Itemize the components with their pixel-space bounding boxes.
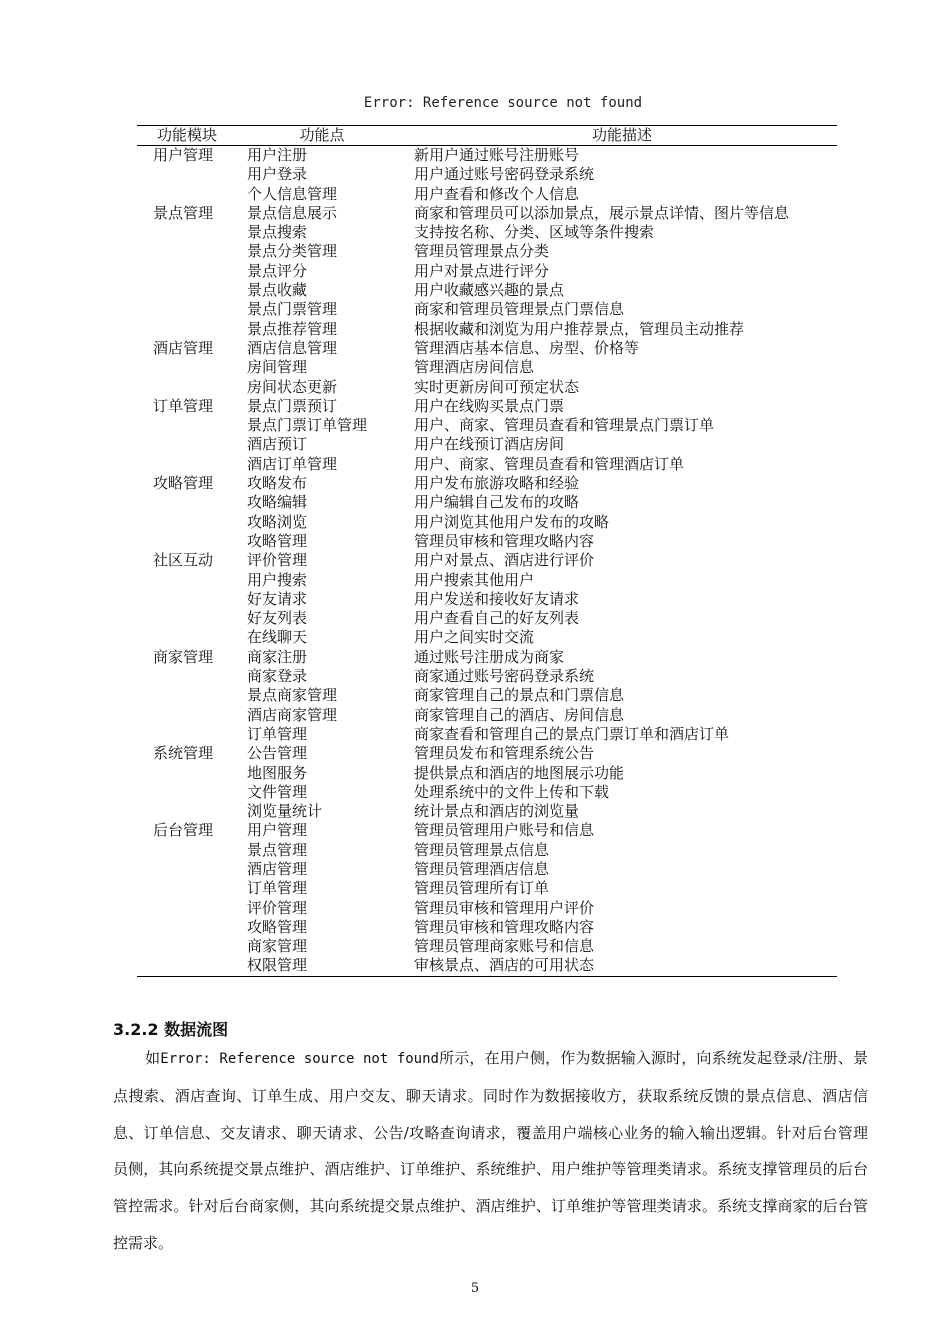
table-row [137,918,837,937]
table-row [137,686,837,705]
cell-module [137,320,245,339]
cell-feature: 酒店商家管理 [247,705,338,724]
cell-feature: 商家管理 [247,937,308,956]
table-row [137,802,837,821]
table-row [137,821,837,840]
table-row [137,358,837,377]
table-row [137,493,837,512]
cell-feature: 景点商家管理 [247,686,338,705]
cell-description: 管理酒店基本信息、房型、价格等 [414,338,640,357]
cell-feature: 景点评分 [247,261,308,280]
cell-module [137,165,245,184]
cell-module [137,899,245,918]
cell-feature: 攻略发布 [247,474,308,493]
cell-description: 管理员审核和管理攻略内容 [414,917,595,936]
cell-description: 新用户通过账号注册账号 [414,146,580,164]
cell-module [137,223,245,242]
cell-module [137,358,245,377]
cell-feature: 用户注册 [247,146,308,164]
table-row [137,879,837,898]
cell-description: 实时更新房间可预定状态 [414,377,580,396]
cell-feature: 攻略浏览 [247,512,308,531]
cell-description: 商家和管理员管理景点门票信息 [414,300,625,319]
cell-feature: 景点信息展示 [247,203,338,222]
table-row [137,532,837,551]
cell-module [137,378,245,397]
table-row [137,281,837,300]
table-row [137,764,837,783]
cell-module: 酒店管理 [153,338,214,357]
cell-description: 提供景点和酒店的地图展示功能 [414,763,625,782]
table-caption: Error: Reference source not found [363,95,643,111]
table-row [137,956,837,975]
table-row [137,185,837,204]
cell-module [137,493,245,512]
table-row [137,783,837,802]
table-row [137,513,837,532]
header-feature: 功能点 [299,126,345,144]
table-row [137,937,837,956]
cell-description: 商家和管理员可以添加景点，展示景点详情、图片等信息 [414,203,790,222]
table-row [137,242,837,261]
cell-feature: 个人信息管理 [247,184,338,203]
cell-module: 用户管理 [153,146,214,164]
table-row [137,165,837,184]
cell-feature: 景点收藏 [247,281,308,300]
cell-module [137,609,245,628]
cell-module [137,918,245,937]
table-row [137,899,837,918]
cell-description: 用户对景点、酒店进行评价 [414,551,595,570]
table-row [137,397,837,416]
cell-description: 处理系统中的文件上传和下载 [414,782,610,801]
section-title: 3.2.2 数据流图 [113,1020,229,1039]
cell-module [137,706,245,725]
table-row [137,667,837,686]
cell-feature: 评价管理 [247,551,308,570]
cell-description: 用户搜索其他用户 [414,570,535,589]
cell-feature: 景点门票订单管理 [247,416,368,435]
cell-description: 用户在线购买景点门票 [414,396,565,415]
paragraph-body: 所示，在用户侧，作为数据输入源时，向系统发起登录/注册、景点搜索、酒店查询、订单生成、用户交友、聊天请求。同时作为数据接收方，获取系统反馈的景点信息、酒店信息、订单信息、交友请求、聊天请求、公告/攻略查询请求，覆盖用户端核心业务的输入输出逻辑。针对后台管理员侧，其向系统提交景点维护、酒店维护、订单维护、系统维护、用户维护等管理类请求。系统支撑管理员的后台管控需求。针对后台商家侧，其向系统提交景点维护、酒店维护、订单维护等管理类请求。系统支撑商家的后台管控需求。 [113,1049,868,1252]
header-description: 功能描述 [591,126,652,144]
cell-description: 管理员管理用户账号和信息 [414,821,595,840]
cell-description: 用户查看自己的好友列表 [414,609,580,628]
cell-description: 用户查看和修改个人信息 [414,184,580,203]
cell-description: 用户发布旅游攻略和经验 [414,474,580,493]
cell-description: 管理员管理酒店信息 [414,859,550,878]
cell-feature: 景点搜索 [247,223,308,242]
cell-feature: 用户搜索 [247,570,308,589]
cell-description: 用户编辑自己发布的攻略 [414,493,580,512]
cell-module: 商家管理 [153,647,214,666]
cell-module [137,937,245,956]
cell-module: 景点管理 [153,203,214,222]
cell-module: 系统管理 [153,744,214,763]
table-header [137,126,837,146]
function-table [137,125,837,977]
cell-module: 后台管理 [153,821,214,840]
cell-feature: 景点分类管理 [247,242,338,261]
table-row [137,841,837,860]
table-row [137,474,837,493]
cell-description: 商家查看和管理自己的景点门票订单和酒店订单 [414,724,730,743]
table-row [137,628,837,647]
cell-feature: 景点门票预订 [247,396,338,415]
cell-feature: 评价管理 [247,898,308,917]
page-number: 5 [470,1281,480,1296]
cell-module [137,262,245,281]
table-row [137,648,837,667]
table-row [137,860,837,879]
cell-description: 管理酒店房间信息 [414,358,535,377]
table-row [137,320,837,339]
cell-module [137,879,245,898]
cell-feature: 浏览量统计 [247,802,323,821]
cell-module [137,860,245,879]
cell-feature: 攻略管理 [247,531,308,550]
cell-feature: 公告管理 [247,744,308,763]
cell-module [137,185,245,204]
cell-module [137,532,245,551]
cell-description: 管理员管理景点信息 [414,840,550,859]
table-row [137,223,837,242]
cell-feature: 景点管理 [247,840,308,859]
cell-feature: 酒店预订 [247,435,308,454]
table-body [137,146,837,976]
cell-module [137,435,245,454]
cell-feature: 房间管理 [247,358,308,377]
table-row [137,609,837,628]
cell-feature: 景点门票管理 [247,300,338,319]
header-module: 功能模块 [156,126,217,144]
table-row [137,744,837,763]
paragraph-reference: Error: Reference source not found [160,1051,439,1067]
cell-feature: 用户登录 [247,165,308,184]
cell-module [137,841,245,860]
table-row [137,571,837,590]
table-row [137,300,837,319]
cell-description: 商家管理自己的景点和门票信息 [414,686,625,705]
cell-description: 管理员审核和管理用户评价 [414,898,595,917]
cell-module [137,764,245,783]
cell-description: 用户通过账号密码登录系统 [414,165,595,184]
cell-description: 用户对景点进行评分 [414,261,550,280]
cell-feature: 攻略编辑 [247,493,308,512]
cell-module [137,455,245,474]
cell-module: 攻略管理 [153,474,214,493]
cell-description: 根据收藏和浏览为用户推荐景点，管理员主动推荐 [414,319,745,338]
table-row [137,435,837,454]
cell-description: 管理员管理商家账号和信息 [414,937,595,956]
cell-module: 社区互动 [153,551,214,570]
cell-feature: 景点推荐管理 [247,319,338,338]
cell-feature: 商家登录 [247,667,308,686]
cell-description: 支持按名称、分类、区域等条件搜索 [414,223,655,242]
cell-feature: 用户管理 [247,821,308,840]
cell-feature: 订单管理 [247,724,308,743]
table-row [137,146,837,165]
cell-feature: 酒店订单管理 [247,454,338,473]
cell-module [137,725,245,744]
cell-feature: 好友请求 [247,589,308,608]
cell-module [137,686,245,705]
cell-description: 统计景点和酒店的浏览量 [414,802,580,821]
table-row [137,590,837,609]
cell-feature: 好友列表 [247,609,308,628]
body-paragraph [113,1040,868,1262]
cell-feature: 地图服务 [247,763,308,782]
cell-description: 管理员发布和管理系统公告 [414,744,595,763]
cell-module [137,667,245,686]
cell-feature: 订单管理 [247,879,308,898]
cell-description: 用户浏览其他用户发布的攻略 [414,512,610,531]
cell-module [137,590,245,609]
cell-description: 审核景点、酒店的可用状态 [414,956,595,975]
cell-description: 商家通过账号密码登录系统 [414,667,595,686]
cell-feature: 攻略管理 [247,917,308,936]
cell-description: 商家管理自己的酒店、房间信息 [414,705,625,724]
cell-description: 管理员管理所有订单 [414,879,550,898]
cell-module [137,281,245,300]
table-row [137,706,837,725]
cell-description: 用户之间实时交流 [414,628,535,647]
cell-feature: 酒店信息管理 [247,338,338,357]
cell-module [137,300,245,319]
cell-description: 管理员审核和管理攻略内容 [414,531,595,550]
cell-module [137,513,245,532]
table-row [137,378,837,397]
cell-description: 用户、商家、管理员查看和管理景点门票订单 [414,416,715,435]
cell-feature: 在线聊天 [247,628,308,647]
cell-description: 用户在线预订酒店房间 [414,435,565,454]
cell-module [137,628,245,647]
cell-description: 通过账号注册成为商家 [414,647,565,666]
cell-module: 订单管理 [153,396,214,415]
cell-feature: 酒店管理 [247,859,308,878]
cell-feature: 房间状态更新 [247,377,338,396]
cell-description: 用户、商家、管理员查看和管理酒店订单 [414,454,685,473]
table-row [137,416,837,435]
cell-module [137,242,245,261]
cell-feature: 商家注册 [247,647,308,666]
paragraph-prefix: 如 [145,1049,161,1067]
cell-description: 用户发送和接收好友请求 [414,589,580,608]
cell-module [137,571,245,590]
cell-module [137,416,245,435]
cell-feature: 文件管理 [247,782,308,801]
table-row [137,204,837,223]
table-row [137,455,837,474]
cell-description: 用户收藏感兴趣的景点 [414,281,565,300]
table-row [137,551,837,570]
table-row [137,262,837,281]
cell-feature: 权限管理 [247,956,308,975]
cell-module [137,783,245,802]
cell-description: 管理员管理景点分类 [414,242,550,261]
cell-module [137,956,245,975]
table-row [137,339,837,358]
cell-module [137,802,245,821]
table-row [137,725,837,744]
